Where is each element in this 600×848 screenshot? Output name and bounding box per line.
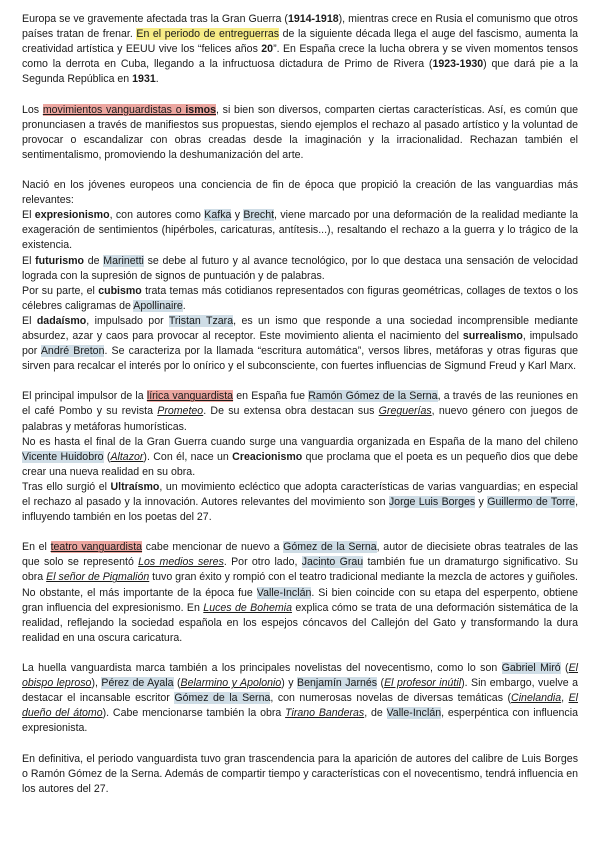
paragraph-novela: La huella vanguardista marca también a los principales novelistas del novecentismo, como lo son Gabriel Miró (El obispo leproso), Pérez de Ayala (Belarmino y Apolonio) y Benjamín Jarnés (El profesor inútil). Sin embargo, vuelve a destacar el incansable escritor Gómez de la Serna, con numerosas novelas de diversas temáticas (Cinelandia, El dueño del átomo). Cabe mencionarse también la obra Tirano Banderas, de Valle-Inclán, esperpéntica con influencia expresionista. [22, 662, 578, 735]
author-highlight: Marinetti [103, 254, 144, 267]
work-title: El dueño del átomo [22, 692, 578, 720]
paragraph-expresionismo: El expresionismo, con autores como Kafka y Brecht, viene marcado por una deformación de la realidad mediante la exageración de sentimientos (hipérboles, caricaturas, antítesis...), resaltando el rechazo a la guerra y lo trágico de la existencia. [22, 209, 578, 252]
author-highlight: Benjamín Jarnés [297, 677, 378, 690]
paragraph-conclusion: En definitiva, el periodo vanguardista tuvo gran trascendencia para la aparición de autores del calibre de Luis Borges o Ramón Gómez de la Serna. Además de compartir tiempo y características con el novecentismo, tendrá influencia en los autores del 27. [22, 752, 578, 795]
author-highlight: Ramón Gómez de la Serna [308, 390, 438, 403]
author-highlight: Apollinaire [133, 299, 183, 312]
author-highlight: André Breton [40, 345, 105, 358]
paragraph-futurismo: El futurismo de Marinetti se debe al futuro y al avance tecnológico, por lo que destaca una sensación de velocidad lograda con la supresión de signos de puntuación y de palabras. [22, 254, 579, 282]
author-highlight: Gómez de la Serna [174, 692, 271, 705]
work-title: Los medios seres [138, 556, 224, 569]
work-title: Luces de Bohemia [203, 601, 292, 614]
author-highlight: Jacinto Grau [301, 556, 364, 569]
author-highlight: Gómez de la Serna [283, 541, 377, 554]
year-highlight: 1931 [132, 73, 156, 86]
key-highlight: En el periodo de entreguerras [136, 28, 280, 41]
term-highlight: lírica vanguardista [146, 390, 234, 403]
author-highlight: Vicente Huidobro [22, 450, 104, 463]
paragraph-ultraismo: Tras ello surgió el Ultraísmo, un movimiento ecléctico que adopta características de varias vanguardias; en especial el rechazo al pasado y la innovación. Autores relevantes del movimiento son Jorge Luis Borges y Guillermo de Torre, influyendo también en los poetas del 27. [22, 480, 579, 524]
author-highlight: Tristan Tzara [168, 314, 234, 327]
term-highlight: teatro vanguardista [50, 541, 143, 554]
work-title: Cinelandia [511, 692, 562, 705]
work-title: El obispo leproso [22, 662, 578, 690]
year-highlight: 20 [261, 43, 274, 56]
term-highlight: movimientos vanguardistas o ismos [42, 103, 216, 116]
work-title: Altazor [110, 450, 144, 463]
paragraph-ismos: Los movimientos vanguardistas o ismos, si bien son diversos, comparten ciertas características. Así, es común que pronunciasen a través de manifiestos sus propuestas, siendo ejemplos el rechazo al pasado artístico y la voluntad de provocar o escandalizar con obras creadas desde la imaginación y la irracionalidad. Rechazan también el sentimentalismo, promoviendo la deshumanización del arte. [22, 103, 578, 161]
paragraph-teatro: En el teatro vanguardista cabe mencionar de nuevo a Gómez de la Serna, autor de diecisiete obras teatrales de las que solo se representó Los medios seres. Por otro lado, Jacinto Grau también fue un dramaturgo significativo. Su obra El señor de Pigmalión tuvo gran éxito y rompió con el teatro tradicional mediante la mezcla de actores y guiñoles. No obstante, el más importante de la época fue Valle-Inclán. Si bien coincide con su etapa del esperpento, obtiene gran influencia del expresionismo. En Luces de Bohemia explica cómo se trata de una deformación sistemática de la realidad, reflejando la sociedad española en los espejos cóncavos del Callejón del Gato y transformando la dura realidad en una oscura caricatura. [22, 541, 578, 644]
section-vanguardias [22, 178, 578, 374]
work-title: Belarmino y Apolonio [180, 677, 282, 690]
paragraph-cubismo: Por su parte, el cubismo trata temas más cotidianos representados con figuras geométricas, collages de textos o los célebres caligramas de Apollinaire. [22, 284, 578, 312]
work-title: Tirano Banderas [285, 707, 365, 720]
paragraph-creacionismo: No es hasta el final de la Gran Guerra cuando surge una vanguardia organizada en España de la mano del chileno Vicente Huidobro (Altazor). Con él, nace un Creacionismo que proclama que el poeta es un pequeño dios que debe crear una nueva realidad en su obra. [22, 435, 578, 478]
author-highlight: Jorge Luis Borges [388, 496, 476, 508]
paragraph-intro: Nació en los jóvenes europeos una conciencia de fin de época que propició la creación de las vanguardias más relevantes: [22, 179, 578, 207]
author-highlight: Valle-Inclán [386, 707, 442, 720]
author-highlight: Brecht [243, 209, 275, 222]
paragraph-context: Europa se ve gravemente afectada tras la Gran Guerra (1914-1918), mientras crece en Rusia el comunismo que otros países tratan de frenar. En el periodo de entreguerras de la siguiente década llega el auge del fascismo, aumenta la creatividad artística y EEUU vive los “felices años 20”. En España crece la lucha obrera y se viven momentos tensos como la derrota en Cuba, llegando a la infructuosa dictadura de Primo de Rivera (1923-1930) que dará pie a la Segunda República en 1931. [22, 13, 578, 86]
work-title: El profesor inútil [384, 677, 462, 690]
section-lirica [22, 389, 578, 525]
year-highlight: 1914-1918 [287, 13, 339, 25]
author-highlight: Valle-Inclán [256, 586, 312, 599]
work-title: Greguerías [378, 405, 432, 418]
paragraph-lirica: El principal impulsor de la lírica vanguardista en España fue Ramón Gómez de la Serna, a través de las reuniones en el café Pombo y su revista Prometeo. De su extensa obra destacan sus Greguerías, nuevo género con juegos de palabras y metáforas humorísticas. [22, 390, 578, 433]
author-highlight: Guillermo de Torre [487, 496, 576, 508]
paragraph-dadaismo: El dadaísmo, impulsado por Tristan Tzara, es un ismo que responde a una sociedad incomprensible mediante absurdez, azar y caos para provocar al receptor. Este movimiento alienta el nacimiento del surrealismo, impulsado por André Breton. Se caracteriza por la llamada “escritura automática”, versos libres, metáforas y otras figuras que sirven para recalcar el interés por lo onírico y el subconsciente, con fuertes influencias de Sigmund Freud y Karl Marx. [22, 314, 578, 373]
work-title: Prometeo [157, 405, 204, 418]
work-title: El señor de Pigmalión [46, 571, 150, 584]
author-highlight: Gabriel Miró [501, 662, 561, 675]
author-highlight: Pérez de Ayala [101, 677, 174, 690]
author-highlight: Kafka [204, 209, 232, 222]
year-highlight: 1923-1930 [432, 58, 484, 71]
